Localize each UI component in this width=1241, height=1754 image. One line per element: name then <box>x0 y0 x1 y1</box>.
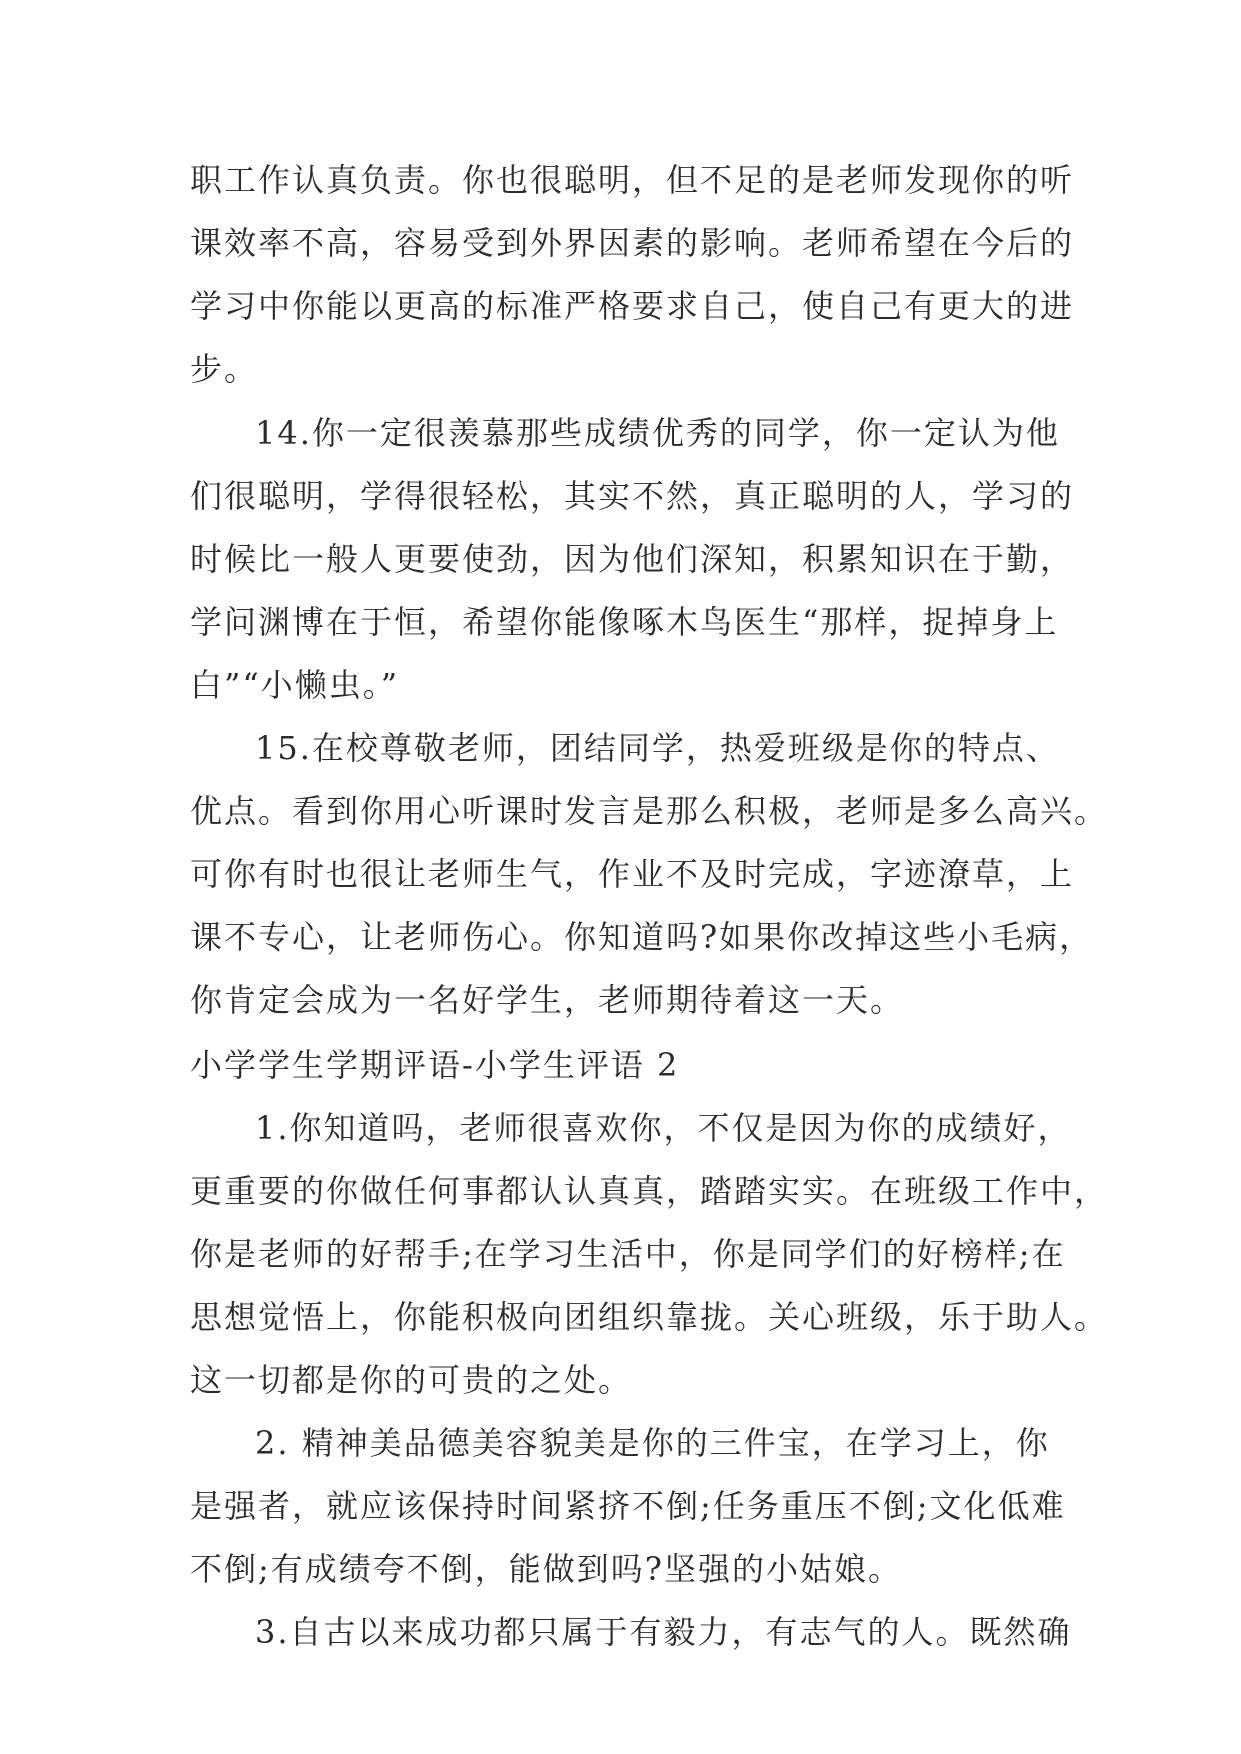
text-line: 学问渊博在于恒，希望你能像啄木鸟医生“那样，捉掉身上 <box>190 603 1059 641</box>
text-line: 你是老师的好帮手;在学习生活中，你是同学们的好榜样;在 <box>190 1235 1066 1273</box>
text-line: 是强者，就应该保持时间紧挤不倒;任务重压不倒;文化低难 <box>190 1487 1066 1525</box>
text-line: 职工作认真负责。你也很聪明，但不足的是老师发现你的听 <box>190 161 1075 199</box>
text-line: 1.你知道吗，老师很喜欢你，不仅是因为你的成绩好， <box>255 1109 1072 1147</box>
section-heading: 小学学生学期评语-小学生评语 2 <box>190 1046 680 1084</box>
text-line: 课效率不高，容易受到外界因素的影响。老师希望在今后的 <box>190 224 1075 262</box>
text-line: 思想觉悟上，你能积极向团组织靠拢。关心班级，乐于助人。 <box>190 1298 1109 1336</box>
text-line: 你肯定会成为一名好学生，老师期待着这一天。 <box>190 981 905 1019</box>
text-line: 白”“小懒虫。” <box>190 666 400 704</box>
text-line: 14.你一定很羡慕那些成绩优秀的同学，你一定认为他 <box>255 414 1060 452</box>
text-line: 课不专心，让老师伤心。你知道吗?如果你改掉这些小毛病， <box>190 918 1094 956</box>
text-line: 步。 <box>190 350 259 388</box>
text-line: 不倒;有成绩夸不倒，能做到吗?坚强的小姑娘。 <box>190 1550 902 1588</box>
text-line: 3.自古以来成功都只属于有毅力，有志气的人。既然确 <box>255 1613 1072 1651</box>
text-line: 优点。看到你用心听课时发言是那么积极，老师是多么高兴。 <box>190 792 1109 830</box>
text-line: 2. 精神美品德美容貌美是你的三件宝，在学习上，你 <box>255 1424 1050 1462</box>
text-line: 时候比一般人更要使劲，因为他们深知，积累知识在于勤， <box>190 540 1075 578</box>
text-line: 更重要的你做任何事都认认真真，踏踏实实。在班级工作中， <box>190 1172 1109 1210</box>
text-line: 们很聪明，学得很轻松，其实不然，真正聪明的人，学习的 <box>190 477 1075 515</box>
text-line: 15.在校尊敬老师，团结同学，热爱班级是你的特点、 <box>255 729 1060 767</box>
text-line: 学习中你能以更高的标准严格要求自己，使自己有更大的进 <box>190 287 1075 325</box>
text-line: 这一切都是你的可贵的之处。 <box>190 1361 633 1399</box>
text-line: 可你有时也很让老师生气，作业不及时完成，字迹潦草，上 <box>190 855 1075 893</box>
